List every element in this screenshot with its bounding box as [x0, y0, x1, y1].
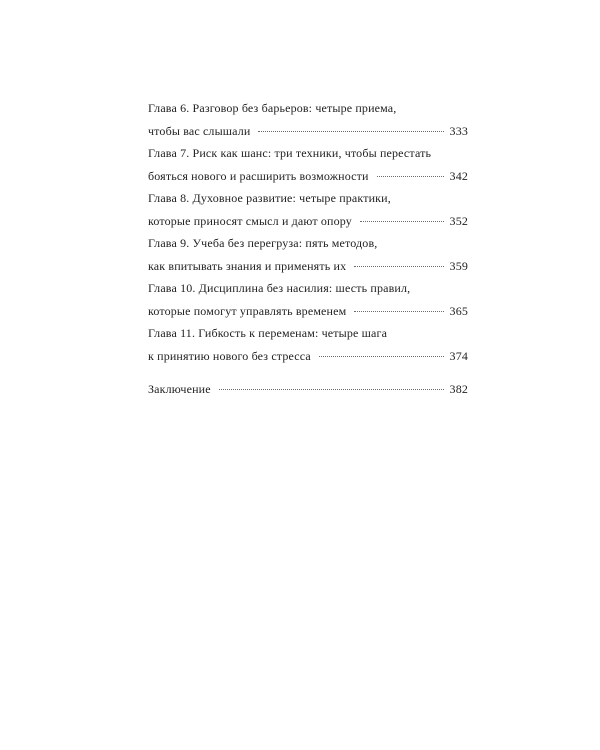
table-of-contents: [148, 97, 468, 401]
toc-entry-chapter-7: [148, 142, 468, 187]
section-gap: [148, 367, 468, 378]
toc-entry-last-line: [148, 210, 468, 233]
page-number: 359: [449, 258, 468, 273]
page-number: 365: [449, 303, 468, 318]
toc-entry-chapter-8: [148, 187, 468, 232]
toc-entry-title: Глава 6. Разговор без барьеров: четыре приема,: [148, 101, 397, 115]
toc-entry-last-line: [148, 255, 468, 278]
toc-entry-conclusion: [148, 378, 468, 401]
toc-entry-last-line: [148, 120, 468, 143]
toc-entry-last-line: [148, 300, 468, 323]
toc-entry-title-continued: которые приносят смысл и дают опору: [148, 213, 352, 228]
toc-entry-title-continued: чтобы вас слышали: [148, 123, 251, 138]
page-number: 374: [449, 348, 468, 363]
toc-entry-title: Глава 11. Гибкость к переменам: четыре шага: [148, 326, 388, 340]
toc-entry-chapter-9: [148, 232, 468, 277]
dot-leader: [219, 389, 444, 390]
toc-entry-title-continued: к принятию нового без стресса: [148, 348, 311, 363]
toc-entry-chapter-11: [148, 322, 468, 367]
toc-entry-chapter-6: [148, 97, 468, 142]
dot-leader: [319, 356, 444, 357]
page-number: 342: [449, 168, 468, 183]
toc-entry-title: Глава 7. Риск как шанс: три техники, чтобы перестать: [148, 146, 432, 160]
toc-entry-last-line: [148, 345, 468, 368]
page-number: 333: [449, 123, 468, 138]
toc-entry-last-line: [148, 378, 468, 401]
dot-leader: [354, 311, 443, 312]
toc-entry-title: Глава 8. Духовное развитие: четыре практики,: [148, 191, 391, 205]
toc-entry-title: Глава 10. Дисциплина без насилия: шесть правил,: [148, 281, 411, 295]
toc-entry-last-line: [148, 165, 468, 188]
page-number: 352: [449, 213, 468, 228]
toc-entry-title-continued: бояться нового и расширить возможности: [148, 168, 369, 183]
toc-entry-title: Заключение: [148, 382, 211, 396]
toc-entry-chapter-10: [148, 277, 468, 322]
dot-leader: [377, 176, 444, 177]
toc-entry-title: Глава 9. Учеба без перегруза: пять методов,: [148, 236, 378, 250]
dot-leader: [360, 221, 444, 222]
page-number: 382: [449, 382, 468, 396]
dot-leader: [258, 131, 443, 132]
dot-leader: [354, 266, 443, 267]
toc-entry-title-continued: которые помогут управлять временем: [148, 303, 347, 318]
toc-entry-title-continued: как впитывать знания и применять их: [148, 258, 347, 273]
